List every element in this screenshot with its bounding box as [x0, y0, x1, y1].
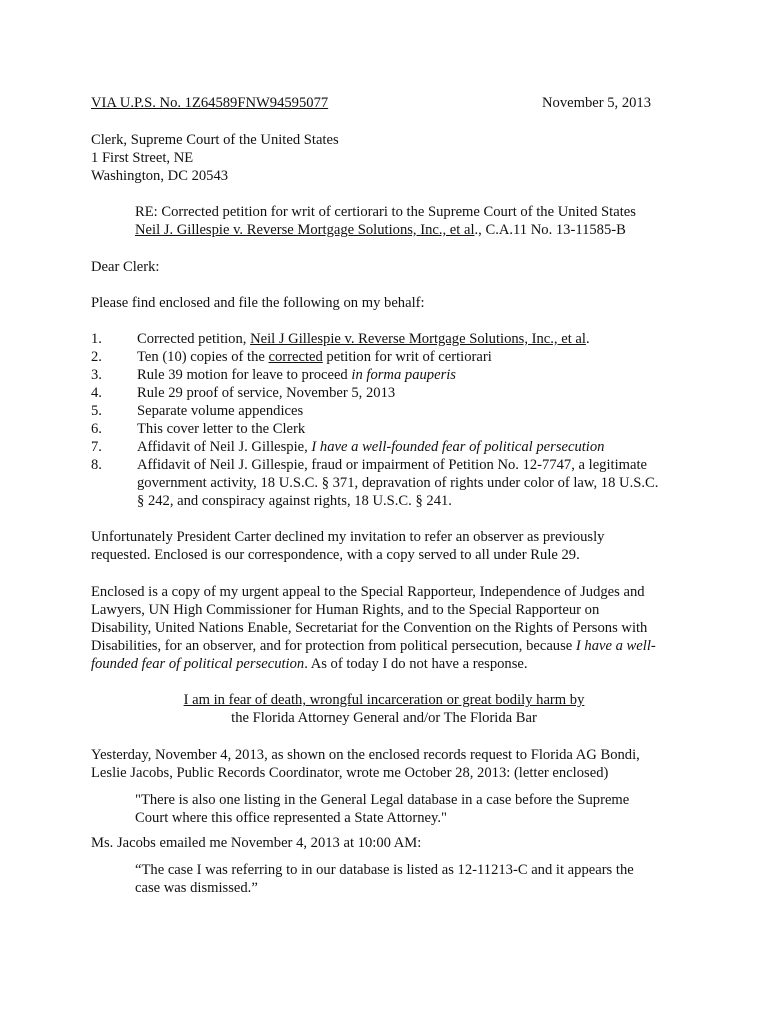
- paragraph-line: Leslie Jacobs, Public Records Coordinator, wrote me October 28, 2013: (letter enclosed): [91, 765, 609, 781]
- list-number: 4.: [91, 385, 102, 401]
- paragraph-line: Unfortunately President Carter declined my invitation to refer an observer as previously: [91, 529, 605, 545]
- list-text: Affidavit of Neil J. Gillespie, fraud or impairment of Petition No. 12-7747, a legitimate: [137, 457, 647, 473]
- list-item: [91, 456, 647, 474]
- list-item: [91, 420, 305, 438]
- paragraph-text: . As of today I do not have a response.: [304, 656, 528, 672]
- underlined-word: corrected: [268, 349, 323, 365]
- list-item-continuation: government activity, 18 U.S.C. § 371, depravation of rights under color of law, 18 U.S.C.: [137, 475, 659, 491]
- fear-heading-line-1: I am in fear of death, wrongful incarceration or great bodily harm by: [183, 692, 585, 708]
- list-number: 7.: [91, 439, 102, 455]
- salutation: Dear Clerk:: [91, 259, 160, 275]
- list-number: 6.: [91, 421, 102, 437]
- enclosure-intro: Please find enclosed and file the following on my behalf:: [91, 295, 425, 311]
- list-item: [91, 402, 303, 420]
- list-item: [91, 366, 456, 384]
- list-item: [91, 384, 395, 402]
- block-quote-line: case was dismissed.”: [135, 880, 258, 896]
- letter-date: November 5, 2013: [542, 95, 652, 111]
- fear-heading: [0, 691, 768, 709]
- fear-heading-line-2: the Florida Attorney General and/or The Florida Bar: [231, 710, 537, 726]
- list-text: Ten (10) copies of the: [137, 349, 269, 365]
- italic-phrase: founded fear of political persecution: [91, 656, 305, 672]
- paragraph-text: Disabilities, for an observer, and for protection from political persecution, because: [91, 638, 576, 654]
- list-text: Rule 29 proof of service, November 5, 2013: [137, 385, 396, 401]
- paragraph-line: Yesterday, November 4, 2013, as shown on the enclosed records request to Florida AG Bondi,: [91, 747, 640, 763]
- block-quote-line: "There is also one listing in the General Legal database in a case before the Supreme: [135, 792, 630, 808]
- address-line-1: Clerk, Supreme Court of the United States: [91, 132, 339, 148]
- paragraph-line: Enclosed is a copy of my urgent appeal to the Special Rapporteur, Independence of Judges and: [91, 584, 645, 600]
- case-name-link: Neil J Gillespie v. Reverse Mortgage Solutions, Inc., et al: [250, 331, 586, 347]
- case-name: Neil J. Gillespie v. Reverse Mortgage Solutions, Inc., et al: [135, 222, 475, 238]
- list-item-continuation: § 242, and conspiracy against rights, 18 U.S.C. § 241.: [137, 493, 452, 509]
- italic-phrase: I have a well-founded fear of political persecution: [311, 439, 605, 455]
- re-line: RE: Corrected petition for writ of certiorari to the Supreme Court of the United States: [135, 204, 636, 220]
- paragraph-line: [91, 637, 656, 655]
- list-text: Affidavit of Neil J. Gillespie,: [137, 439, 312, 455]
- list-text: Separate volume appendices: [137, 403, 304, 419]
- paragraph-line: requested. Enclosed is our correspondence, with a copy served to all under Rule 29.: [91, 547, 580, 563]
- list-text: This cover letter to the Clerk: [137, 421, 306, 437]
- list-number: 5.: [91, 403, 102, 419]
- list-text: Corrected petition,: [137, 331, 251, 347]
- ups-tracking-text: VIA U.P.S. No. 1Z64589FNW94595077: [91, 95, 329, 111]
- block-quote-line: Court where this office represented a State Attorney.": [135, 810, 447, 826]
- paragraph-line: Disability, United Nations Enable, Secretariat for the Convention on the Rights of Persons with: [91, 620, 648, 636]
- list-text: .: [585, 331, 590, 347]
- list-text: petition for writ of certiorari: [322, 349, 492, 365]
- list-item: [91, 330, 590, 348]
- address-line-3: Washington, DC 20543: [91, 168, 229, 184]
- list-item: [91, 438, 604, 456]
- re-case-line: [135, 221, 626, 239]
- list-number: 2.: [91, 349, 102, 365]
- list-number: 3.: [91, 367, 102, 383]
- italic-phrase: in forma pauperis: [351, 367, 456, 383]
- ups-tracking-line: [91, 94, 328, 112]
- paragraph-line: [91, 655, 528, 673]
- italic-phrase: I have a well-: [575, 638, 656, 654]
- address-line-2: 1 First Street, NE: [91, 150, 194, 166]
- list-text: Rule 39 motion for leave to proceed: [137, 367, 352, 383]
- list-number: 8.: [91, 457, 102, 473]
- list-number: 1.: [91, 331, 102, 347]
- case-number: ., C.A.11 No. 13-11585-B: [474, 222, 626, 238]
- block-quote-line: “The case I was referring to in our database is listed as 12-11213-C and it appears the: [135, 862, 634, 878]
- paragraph-line: Lawyers, UN High Commissioner for Human Rights, and to the Special Rapporteur on: [91, 602, 600, 618]
- paragraph-line: Ms. Jacobs emailed me November 4, 2013 at 10:00 AM:: [91, 835, 422, 851]
- list-item: [91, 348, 492, 366]
